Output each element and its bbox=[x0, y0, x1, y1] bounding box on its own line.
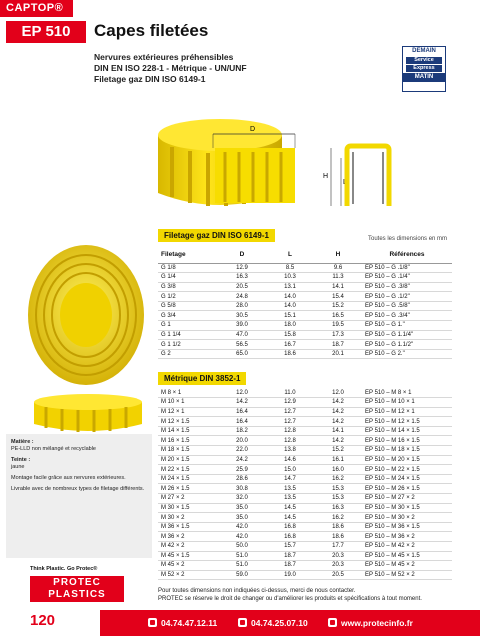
table-cell: 18.7 bbox=[314, 340, 362, 350]
table-cell: 25.9 bbox=[218, 465, 266, 475]
table-row bbox=[158, 513, 452, 523]
table-cell: EP 510 – M 42 × 2 bbox=[362, 542, 452, 552]
table-cell: M 45 × 1.5 bbox=[158, 551, 218, 561]
table-row bbox=[158, 311, 452, 321]
table-cell: 16.4 bbox=[218, 407, 266, 417]
table-cell: M 30 × 2 bbox=[158, 513, 218, 523]
table-cell: 15.8 bbox=[266, 330, 314, 340]
table-cell: EP 510 – M 14 × 1.5 bbox=[362, 426, 452, 436]
table-cell: M 45 × 2 bbox=[158, 561, 218, 571]
info-text-1: Montage facile grâce aux nervures extérieures. bbox=[11, 475, 126, 481]
subtitle-3: Filetage gaz DIN ISO 6149-1 bbox=[94, 74, 206, 84]
phone-icon bbox=[148, 618, 157, 627]
page-title: Capes filetées bbox=[94, 21, 209, 40]
table-cell: 65.0 bbox=[218, 349, 266, 359]
table-cell: G 5/8 bbox=[158, 301, 218, 311]
gas-thread-table bbox=[158, 247, 452, 359]
table-cell: 16.4 bbox=[218, 417, 266, 427]
table-row bbox=[158, 407, 452, 417]
footnote-1: Pour toutes dimensions non indiquées ci-dessus, merci de nous contacter. bbox=[158, 588, 356, 594]
table-cell: EP 510 – M 12 × 1.5 bbox=[362, 417, 452, 427]
table-cell: 14.2 bbox=[314, 417, 362, 427]
table-cell: 14.7 bbox=[266, 474, 314, 484]
table-row bbox=[158, 282, 452, 292]
website-text: www.protecinfo.fr bbox=[341, 618, 413, 628]
section-metric-label: Métrique DIN 3852-1 bbox=[158, 372, 246, 385]
table-row bbox=[158, 474, 452, 484]
table-cell: EP 510 – M 45 × 1.5 bbox=[362, 551, 452, 561]
globe-icon bbox=[328, 618, 337, 627]
table-cell: M 26 × 1.5 bbox=[158, 484, 218, 494]
website-link[interactable] bbox=[328, 610, 413, 636]
table-cell: EP 510 – M 10 × 1 bbox=[362, 398, 452, 408]
col-d: D bbox=[218, 247, 266, 263]
table-cell: 18.0 bbox=[266, 321, 314, 331]
table-cell: EP 510 – G 2." bbox=[362, 349, 452, 359]
table-cell: M 12 × 1.5 bbox=[158, 417, 218, 427]
table-cell: EP 510 – M 30 × 2 bbox=[362, 513, 452, 523]
footnote-2: PROTEC se réserve le droit de changer ou d'améliorer les produits et spécifications à tout moment. bbox=[158, 596, 422, 602]
table-cell: M 24 × 1.5 bbox=[158, 474, 218, 484]
table-cell: 14.2 bbox=[314, 398, 362, 408]
table-cell: 20.5 bbox=[218, 282, 266, 292]
table-cell: 11.0 bbox=[266, 388, 314, 398]
table-cell: 16.2 bbox=[314, 513, 362, 523]
table-cell: 18.7 bbox=[266, 551, 314, 561]
table-cell: 30.8 bbox=[218, 484, 266, 494]
table-cell: 14.2 bbox=[314, 407, 362, 417]
table-row bbox=[158, 532, 452, 542]
info-box bbox=[6, 434, 152, 558]
table-cell: 59.0 bbox=[218, 570, 266, 580]
table-cell: M 36 × 2 bbox=[158, 532, 218, 542]
table-cell: EP 510 – G .5/8" bbox=[362, 301, 452, 311]
table-cell: 51.0 bbox=[218, 551, 266, 561]
tint-value: jaune bbox=[11, 464, 25, 470]
table-row bbox=[158, 273, 452, 283]
table-cell: 24.2 bbox=[218, 455, 266, 465]
table-cell: 50.0 bbox=[218, 542, 266, 552]
table-cell: 14.1 bbox=[314, 282, 362, 292]
table-cell: 30.5 bbox=[218, 311, 266, 321]
table-cell: 16.8 bbox=[266, 532, 314, 542]
table-cell: 16.0 bbox=[314, 465, 362, 475]
table-cell: M 10 × 1 bbox=[158, 398, 218, 408]
table-row bbox=[158, 263, 452, 273]
table-row bbox=[158, 417, 452, 427]
product-code: EP 510 bbox=[6, 21, 86, 43]
page-number: 120 bbox=[30, 612, 56, 629]
table-cell: 12.7 bbox=[266, 407, 314, 417]
table-cell: 8.5 bbox=[266, 263, 314, 273]
dim-l-label: L bbox=[343, 179, 347, 186]
table-cell: 12.0 bbox=[314, 388, 362, 398]
logo-line-1: PROTEC bbox=[53, 577, 101, 588]
table-row bbox=[158, 398, 452, 408]
table-cell: EP 510 – G .1/2" bbox=[362, 292, 452, 302]
table-cell: 20.5 bbox=[314, 570, 362, 580]
subtitle-1: Nervures extérieures préhensibles bbox=[94, 52, 234, 62]
tint-label: Teinte : bbox=[11, 457, 31, 463]
table-cell: 28.0 bbox=[218, 301, 266, 311]
badge-express: Express bbox=[406, 65, 442, 72]
table-cell: G 3/8 bbox=[158, 282, 218, 292]
table-cell: 20.3 bbox=[314, 551, 362, 561]
fax-number: 04.74.25.07.10 bbox=[251, 618, 308, 628]
table-cell: M 52 × 2 bbox=[158, 570, 218, 580]
section-gas-label: Filetage gaz DIN ISO 6149-1 bbox=[158, 229, 275, 242]
table-cell: EP 510 – G 1.1/2" bbox=[362, 340, 452, 350]
table-cell: 14.5 bbox=[266, 513, 314, 523]
table-row bbox=[158, 301, 452, 311]
table-cell: 22.0 bbox=[218, 446, 266, 456]
table-cell: G 1/2 bbox=[158, 292, 218, 302]
table-row bbox=[158, 484, 452, 494]
table-row bbox=[158, 446, 452, 456]
table-cell: M 16 × 1.5 bbox=[158, 436, 218, 446]
table-cell: 13.8 bbox=[266, 446, 314, 456]
table-cell: 15.4 bbox=[314, 292, 362, 302]
table-row bbox=[158, 455, 452, 465]
table-cell: 16.8 bbox=[266, 522, 314, 532]
badge-bottom: MATIN bbox=[403, 73, 445, 82]
table-cell: M 27 × 2 bbox=[158, 494, 218, 504]
dimensions-note: Toutes les dimensions en mm bbox=[368, 236, 448, 242]
table-cell: 9.6 bbox=[314, 263, 362, 273]
subtitle-2: DIN EN ISO 228-1 - Métrique - UN/UNF bbox=[94, 63, 247, 73]
table-cell: 12.9 bbox=[218, 263, 266, 273]
table-cell: M 20 × 1.5 bbox=[158, 455, 218, 465]
table-cell: M 30 × 1.5 bbox=[158, 503, 218, 513]
table-cell: 14.0 bbox=[266, 301, 314, 311]
table-cell: EP 510 – M 27 × 2 bbox=[362, 494, 452, 504]
table-row bbox=[158, 436, 452, 446]
table-cell: EP 510 – M 16 × 1.5 bbox=[362, 436, 452, 446]
table-cell: 19.0 bbox=[266, 570, 314, 580]
table-cell: EP 510 – M 22 × 1.5 bbox=[362, 465, 452, 475]
table-cell: 12.7 bbox=[266, 417, 314, 427]
phone-number: 04.74.47.12.11 bbox=[161, 618, 218, 628]
phone-item[interactable] bbox=[148, 610, 217, 636]
table-cell: 19.5 bbox=[314, 321, 362, 331]
protec-logo bbox=[30, 576, 124, 602]
table-cell: EP 510 – M 24 × 1.5 bbox=[362, 474, 452, 484]
table-cell: G 2 bbox=[158, 349, 218, 359]
table-cell: 18.6 bbox=[266, 349, 314, 359]
table-cell: 16.5 bbox=[314, 311, 362, 321]
table-cell: 13.5 bbox=[266, 484, 314, 494]
table-row bbox=[158, 542, 452, 552]
table-cell: 14.1 bbox=[314, 426, 362, 436]
table-row bbox=[158, 349, 452, 359]
table-cell: 35.0 bbox=[218, 503, 266, 513]
table-cell: G 1/4 bbox=[158, 273, 218, 283]
material-value: PE-LLD non mélangé et recyclable bbox=[11, 446, 96, 452]
contact-bar bbox=[100, 610, 480, 636]
cap-dimension-diagram bbox=[205, 118, 400, 213]
logo-line-2: PLASTICS bbox=[48, 589, 106, 600]
table-cell: 15.0 bbox=[266, 465, 314, 475]
table-cell: EP 510 – G .3/4" bbox=[362, 311, 452, 321]
table-cell: EP 510 – M 12 × 1 bbox=[362, 407, 452, 417]
material-label: Matière : bbox=[11, 439, 34, 445]
table-cell: 10.3 bbox=[266, 273, 314, 283]
table-cell: 15.1 bbox=[266, 311, 314, 321]
table-cell: 51.0 bbox=[218, 561, 266, 571]
table-cell: M 8 × 1 bbox=[158, 388, 218, 398]
table-row bbox=[158, 522, 452, 532]
table-cell: 15.2 bbox=[314, 446, 362, 456]
table-row bbox=[158, 330, 452, 340]
table-cell: EP 510 – M 18 × 1.5 bbox=[362, 446, 452, 456]
col-l: L bbox=[266, 247, 314, 263]
table-cell: 35.0 bbox=[218, 513, 266, 523]
table-cell: 18.6 bbox=[314, 522, 362, 532]
table-cell: EP 510 – M 30 × 1.5 bbox=[362, 503, 452, 513]
dim-h-label: H bbox=[323, 173, 329, 180]
table-cell: 18.7 bbox=[266, 561, 314, 571]
col-h: H bbox=[314, 247, 362, 263]
table-cell: 15.7 bbox=[266, 542, 314, 552]
table-cell: EP 510 – M 36 × 1.5 bbox=[362, 522, 452, 532]
table-row bbox=[158, 426, 452, 436]
table-cell: 12.8 bbox=[266, 436, 314, 446]
table-cell: G 3/4 bbox=[158, 311, 218, 321]
metric-table bbox=[158, 388, 452, 580]
table-cell: EP 510 – M 26 × 1.5 bbox=[362, 484, 452, 494]
table-cell: 18.2 bbox=[218, 426, 266, 436]
table-cell: EP 510 – G .1/8" bbox=[362, 263, 452, 273]
table-cell: 17.7 bbox=[314, 542, 362, 552]
table-cell: 14.6 bbox=[266, 455, 314, 465]
badge-top: DEMAIN bbox=[412, 48, 436, 54]
table-cell: M 12 × 1 bbox=[158, 407, 218, 417]
table-cell: 56.5 bbox=[218, 340, 266, 350]
table-cell: 14.5 bbox=[266, 503, 314, 513]
col-ref: Références bbox=[362, 247, 452, 263]
table-row bbox=[158, 292, 452, 302]
table-cell: EP 510 – G .3/8" bbox=[362, 282, 452, 292]
table-cell: 13.5 bbox=[266, 494, 314, 504]
table-cell: 15.3 bbox=[314, 484, 362, 494]
fax-item[interactable] bbox=[238, 610, 308, 636]
table-row bbox=[158, 388, 452, 398]
table-cell: 18.6 bbox=[314, 532, 362, 542]
col-thread: Filetage bbox=[158, 247, 218, 263]
table-cell: M 36 × 1.5 bbox=[158, 522, 218, 532]
tagline: Think Plastic. Go Protec® bbox=[30, 566, 98, 572]
table-cell: M 42 × 2 bbox=[158, 542, 218, 552]
table-cell: 14.0 bbox=[266, 292, 314, 302]
brand-tab: CAPTOP® bbox=[0, 0, 73, 17]
cap-photo-top bbox=[28, 392, 148, 437]
table-cell: 24.8 bbox=[218, 292, 266, 302]
table-cell: EP 510 – G .1/4" bbox=[362, 273, 452, 283]
table-cell: 13.1 bbox=[266, 282, 314, 292]
table-row bbox=[158, 561, 452, 571]
table-row bbox=[158, 570, 452, 580]
table-cell: 32.0 bbox=[218, 494, 266, 504]
table-cell: M 22 × 1.5 bbox=[158, 465, 218, 475]
table-cell: 42.0 bbox=[218, 532, 266, 542]
table-row bbox=[158, 340, 452, 350]
table-cell: 15.2 bbox=[314, 301, 362, 311]
table-cell: 16.1 bbox=[314, 455, 362, 465]
table-cell: EP 510 – M 45 × 2 bbox=[362, 561, 452, 571]
table-cell: 15.3 bbox=[314, 494, 362, 504]
table-cell: EP 510 – M 36 × 2 bbox=[362, 532, 452, 542]
table-cell: 42.0 bbox=[218, 522, 266, 532]
table-cell: 16.3 bbox=[218, 273, 266, 283]
table-row bbox=[158, 551, 452, 561]
table-cell: EP 510 – M 8 × 1 bbox=[362, 388, 452, 398]
table-cell: EP 510 – M 20 × 1.5 bbox=[362, 455, 452, 465]
table-cell: 20.0 bbox=[218, 436, 266, 446]
subtitle-block bbox=[94, 52, 247, 85]
footnote bbox=[158, 587, 422, 603]
table-cell: G 1 bbox=[158, 321, 218, 331]
table-cell: EP 510 – G 1.1/4" bbox=[362, 330, 452, 340]
table-cell: 14.2 bbox=[218, 398, 266, 408]
table-cell: 16.7 bbox=[266, 340, 314, 350]
table-cell: 47.0 bbox=[218, 330, 266, 340]
table-cell: 12.0 bbox=[218, 388, 266, 398]
table-cell: 39.0 bbox=[218, 321, 266, 331]
table-cell: 16.3 bbox=[314, 503, 362, 513]
table-cell: 11.3 bbox=[314, 273, 362, 283]
table-cell: 12.9 bbox=[266, 398, 314, 408]
table-cell: 17.3 bbox=[314, 330, 362, 340]
table-cell: 14.2 bbox=[314, 436, 362, 446]
table-cell: M 18 × 1.5 bbox=[158, 446, 218, 456]
table-cell: G 1 1/4 bbox=[158, 330, 218, 340]
table-row bbox=[158, 494, 452, 504]
table-cell: EP 510 – G 1." bbox=[362, 321, 452, 331]
table-cell: G 1 1/2 bbox=[158, 340, 218, 350]
table-row bbox=[158, 503, 452, 513]
dim-d-label: D bbox=[250, 126, 256, 133]
table-cell: 12.8 bbox=[266, 426, 314, 436]
table-cell: M 14 × 1.5 bbox=[158, 426, 218, 436]
fax-icon bbox=[238, 618, 247, 627]
table-cell: G 1/8 bbox=[158, 263, 218, 273]
cap-photo-thread bbox=[24, 240, 149, 390]
table-cell: 16.2 bbox=[314, 474, 362, 484]
table-cell: 20.1 bbox=[314, 349, 362, 359]
table-cell: EP 510 – M 52 × 2 bbox=[362, 570, 452, 580]
table-cell: 28.6 bbox=[218, 474, 266, 484]
express-service-badge bbox=[402, 46, 446, 92]
table-row bbox=[158, 321, 452, 331]
info-text-2: Livrable avec de nombreux types de filetage différents. bbox=[11, 486, 145, 492]
badge-service: Service bbox=[406, 57, 442, 64]
table-row bbox=[158, 465, 452, 475]
table-cell: 20.3 bbox=[314, 561, 362, 571]
